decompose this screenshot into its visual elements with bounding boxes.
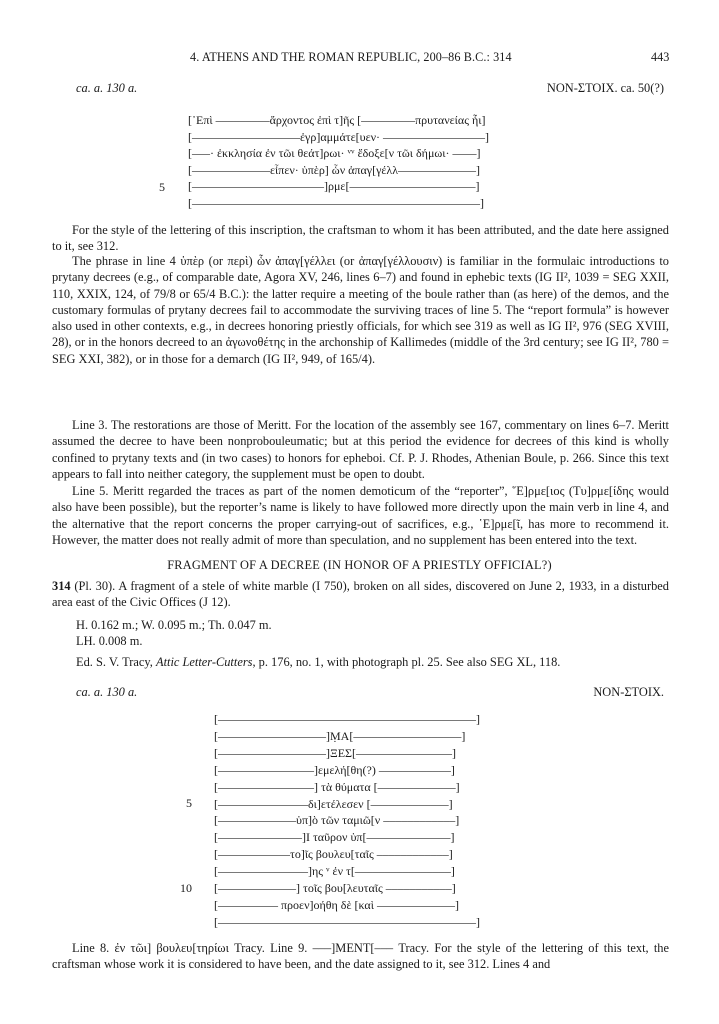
plate-ref: (Pl. 30). bbox=[74, 579, 116, 593]
running-title: 4. ATHENS AND THE ROMAN REPUBLIC, 200–86 B.C.: 314 bbox=[190, 50, 512, 64]
commentary-paragraph: The phrase in line 4 ὑπὲρ (or περὶ) ὧν ἀπαγ[γέλλει (or ἀπαγ[γέλλουσιν) is familiar in the formulaic introductions to prytany decrees (e.g., of comparable date, Agora XV, 246, lines 6–7) and found in ephebic texts (IG II², 1039 = SEG XXII, 110, XXIX, 124, of 79/8 or 65/4 B.C.): the latter require a meeting of the boule rather than (as here) of the demos, and the customary formulas of prytany decrees fail to accommodate the surviving traces of line 5. The “report formula” is however also used in other contexts, e.g., in decrees honoring priestly officials, for which see 319 as well as IG II², 976 (SEG XVIII, 28), or in the honors decreed to an ἀγωνοθέτης in the archonship of Kallimedes (middle of the 3rd century; see IG II², 780 = SEG XXI, 382), or in those for a demarch (IG II², 949, of 165/4). bbox=[52, 254, 669, 366]
commentary-paragraph: Line 5. Meritt regarded the traces as part of the nomen demoticum of the “reporter”, ῞Ε]ρμε[ιος (Τυ]ρμε[ίδης would also have been possible), but the reporter’s name is likely to have followed more directly upon the main verb in line 4, and the alternative that the report concerns the proper carrying-out of sacrifices, e.g., ῾Ε]ρμε[ῖ, has more to recommend it. However, the matter does not really admit of more than speculation, and no supplement has been entered into the text. bbox=[52, 484, 669, 547]
page-number: 443 bbox=[651, 50, 670, 64]
commentary-paragraph: For the style of the lettering of this inscription, the craftsman to whom it has been attributed, and the date here assigned to it, see 312. bbox=[52, 223, 669, 254]
inscription-line: [–––––––––––––––––––––––––––––––––––––––––––] bbox=[214, 712, 480, 726]
inscription-line: [–––––––––––––––δι]ετέλεσεν [–––––––––––––] bbox=[214, 796, 453, 811]
inscription-line: [––––––––––––––––––––––]ρμε[–––––––––––––––––––––] bbox=[188, 179, 480, 194]
inscription-2-line-number: 5 bbox=[186, 796, 192, 810]
inscription-1-text bbox=[188, 112, 489, 212]
inscription-line: [–––· ἐκκλησία ἐν τῶι θεάτ]ρωι· ᵛᵛ ἔδοξε[ν τῶι δήμωι· ––––] bbox=[188, 146, 481, 161]
inscription-line: [––––––––––––––––––]ṂΑ[––––––––––––––––––] bbox=[214, 728, 466, 743]
inscription-2-style: NON-ΣΤΟΙΧ. bbox=[593, 685, 664, 699]
inscription-line: [–––––––––––––εἶπεν· ὑπὲρ] ὧν ἀπαγ[γέλλ–––––––––––––] bbox=[188, 162, 481, 177]
inscription-line: [––––––––––––––––––]ΞΕΣ[––––––––––––––––] bbox=[214, 745, 457, 760]
inscription-1-style: NON-ΣΤΟΙΧ. ca. 50(?) bbox=[546, 81, 664, 95]
inscription-line: [––––––––––––––]Ι ταῦρον ὑπ[––––––––––––––] bbox=[214, 830, 455, 845]
letter-height: LH. 0.008 m. bbox=[76, 634, 143, 648]
inscription-line: [––––––––––––––––––––––––––––––––––––––––––––––––] bbox=[188, 195, 484, 210]
inscription-line: [–––––––––– προεν]οήθη δὲ [καὶ –––––––––––––] bbox=[214, 897, 459, 912]
inscription-line: [–––––––––––––] τοῖς βου[λευταῖς –––––––––––] bbox=[214, 881, 456, 896]
inscription-1-date: ca. a. 130 a. bbox=[76, 81, 138, 95]
commentary-paragraph: Line 3. The restorations are those of Meritt. For the location of the assembly see 167, commentary on lines 6–7. Meritt assumed the decree to have been nonprobouleumatic; but at this period the evidence for decrees of this kind is wholly confined to prytany texts and (in two cases) to honors for epheboi. Cf. P. J. Rhodes, Athenian Boule, p. 266. Since this text appears to fall into neither category, the supplement must be open to doubt. bbox=[52, 418, 669, 481]
inscription-line: [–––––––––––––––]ης ᵛ ἐν τ[––––––––––––––––] bbox=[214, 864, 455, 879]
inscription-line: [–––––––––––––––––––––––––––––––––––––––––––] bbox=[214, 914, 480, 929]
inscription-line: [––––––––––––––––]εμελή[θη(?) ––––––––––––] bbox=[214, 762, 455, 777]
inscription-2-dateline bbox=[0, 684, 719, 700]
inscription-line: [–––––––––––––ὑπ]ὸ τῶν ταμιῶ[ν ––––––––––––] bbox=[214, 813, 460, 828]
inscription-2-line-number: 10 bbox=[180, 881, 192, 895]
inscription-line: [––––––––––––––––] τὰ θύματα [–––––––––––––] bbox=[214, 779, 460, 794]
section-heading: FRAGMENT OF A DECREE (IN HONOR OF A PRIESTLY OFFICIAL?) bbox=[167, 558, 552, 572]
inscription-1-dateline bbox=[0, 80, 719, 96]
inscription-2-text bbox=[214, 711, 480, 931]
entry-description: 314 (Pl. 30). A fragment of a stele of white marble (I 750), broken on all sides, discovered on June 2, 1933, in a disturbed area east of the Civic Offices (J 12). bbox=[52, 579, 669, 610]
inscription-line: [––––––––––––––––––ἐγρ]αμμάτε[υεν· –––––––––––––––––] bbox=[188, 129, 490, 144]
commentary-paragraph: Line 8. ἐν τῶι] βουλευ[τηρίωι Tracy. Line 9. –––]ΜΕΝΤ[––– Tracy. For the style of the lettering of this text, the craftsman whose work it is considered to have been, and the date assigned to it, see 312. Lines 4 and bbox=[52, 941, 669, 972]
entry-number: 314 bbox=[52, 579, 71, 593]
dimensions: H. 0.162 m.; W. 0.095 m.; Th. 0.047 m. bbox=[76, 618, 272, 632]
inscription-1-line-number: 5 bbox=[159, 180, 165, 194]
inscription-line: [᾽Επὶ –––––––––ἄρχοντος ἐπὶ τ]ῆς [–––––––––πρυτανείας ἧι] bbox=[188, 113, 486, 127]
inscription-2-date: ca. a. 130 a. bbox=[76, 685, 138, 699]
edition-reference: Ed. S. V. Tracy, Attic Letter-Cutters, p. 176, no. 1, with photograph pl. 25. See also SEG XL, 118. bbox=[76, 655, 561, 669]
inscription-line: [––––––––––––το]ῖς βουλευ[ταῖς ––––––––––––] bbox=[214, 847, 453, 862]
running-header bbox=[0, 49, 719, 65]
